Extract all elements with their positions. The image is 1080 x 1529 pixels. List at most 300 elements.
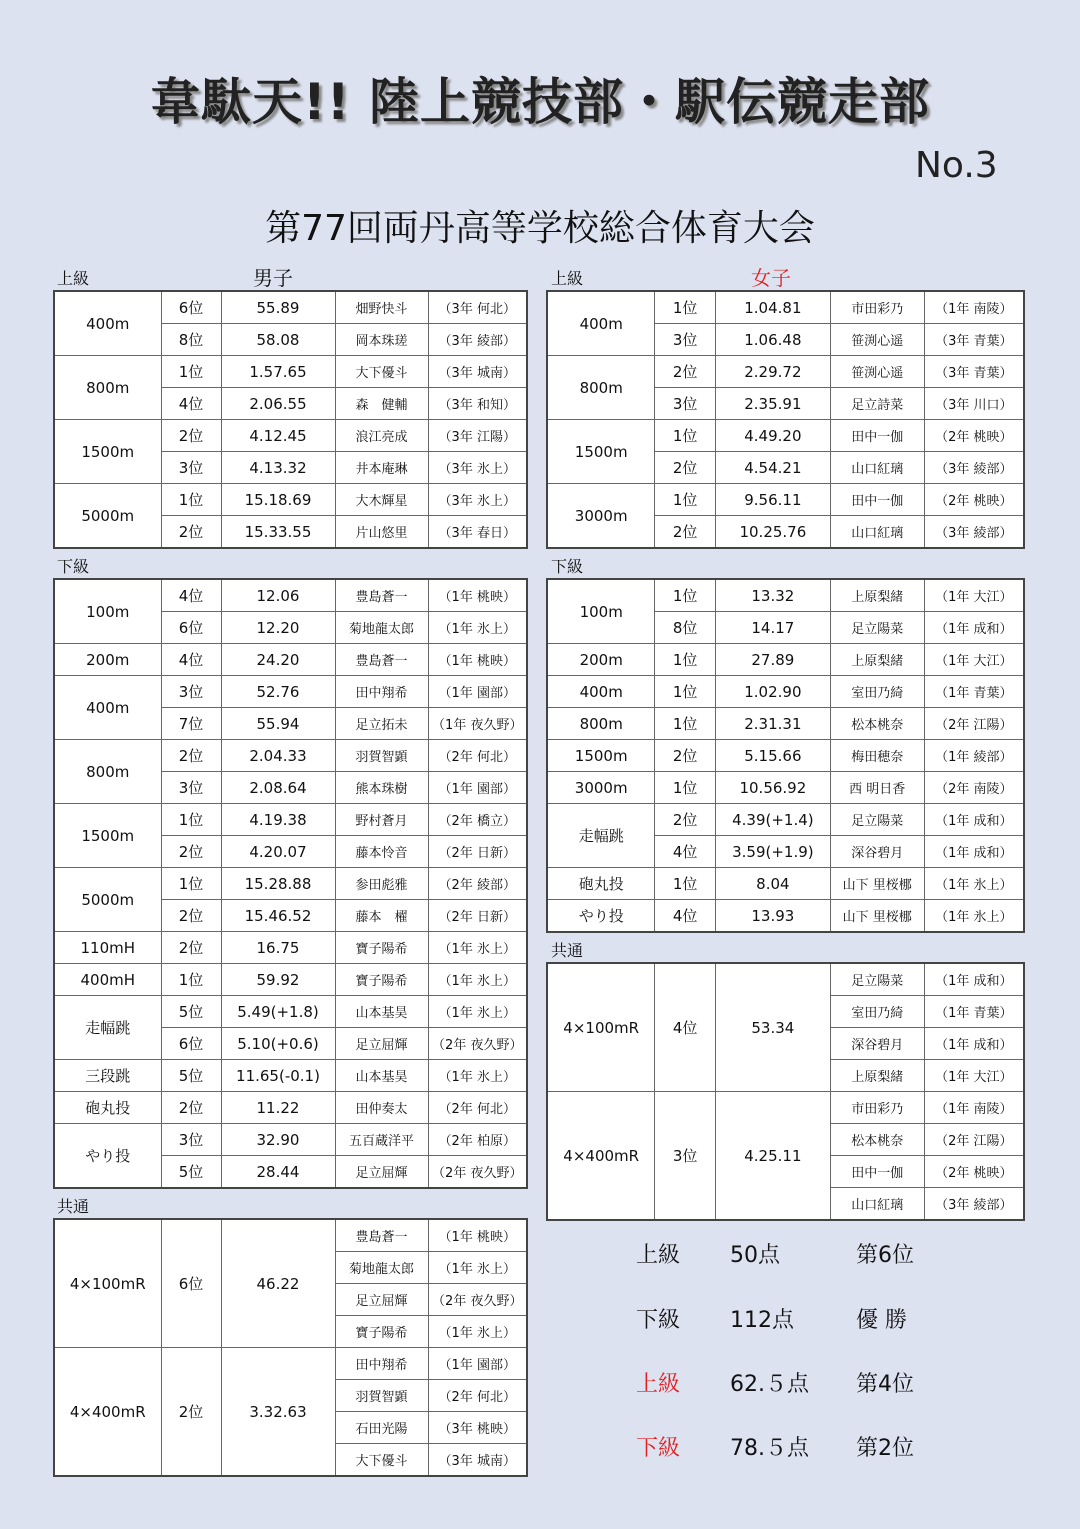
result-time: 4.39(+1.4)	[715, 804, 830, 836]
athlete-name: 上原梨緒	[830, 579, 924, 612]
athlete-school: （2年 桃映）	[924, 1156, 1024, 1188]
athlete-school: （3年 綾部）	[924, 452, 1024, 484]
rank: 2位	[161, 1092, 221, 1124]
event-name: 5000m	[54, 484, 161, 549]
result-time: 12.06	[221, 579, 335, 612]
athlete-name: 笹渕心遥	[830, 324, 924, 356]
table-row	[547, 963, 1024, 996]
result-time: 28.44	[221, 1156, 335, 1189]
athlete-school: （1年 氷上）	[428, 1316, 527, 1348]
athlete-school: （3年 春日）	[428, 516, 527, 549]
athlete-school: （2年 桃映）	[924, 420, 1024, 452]
rank: 3位	[161, 1124, 221, 1156]
rank: 1位	[655, 291, 716, 324]
athlete-school: （1年 南陵）	[924, 291, 1024, 324]
athlete-school: （1年 成和）	[924, 963, 1024, 996]
athlete-school: （3年 氷上）	[428, 452, 527, 484]
result-time: 10.25.76	[715, 516, 830, 549]
result-time: 15.18.69	[221, 484, 335, 516]
athlete-school: （2年 桃映）	[924, 484, 1024, 516]
page-title: 韋駄天!! 陸上競技部・駅伝競走部	[149, 73, 930, 131]
athlete-name: 菊地龍太郎	[335, 612, 428, 644]
table-row	[547, 1092, 1024, 1124]
athlete-name: 大木輝星	[335, 484, 428, 516]
rank: 6位	[161, 291, 221, 324]
result-time: 46.22	[221, 1219, 335, 1348]
athlete-school: （2年 夜久野）	[428, 1284, 527, 1316]
result-time: 8.04	[715, 868, 830, 900]
athlete-name: 豊島蒼一	[335, 1219, 428, 1252]
score-division: 下級	[636, 1436, 681, 1461]
result-time: 14.17	[715, 612, 830, 644]
event-name: 200m	[54, 644, 161, 676]
result-time: 55.94	[221, 708, 335, 740]
result-time: 15.28.88	[221, 868, 335, 900]
athlete-school: （1年 氷上）	[428, 996, 527, 1028]
athlete-name: 森 健輔	[335, 388, 428, 420]
rank: 3位	[161, 772, 221, 804]
athlete-school: （1年 南陵）	[924, 1092, 1024, 1124]
athlete-name: 上原梨緒	[830, 1060, 924, 1092]
male-upper-label: 上級	[57, 269, 90, 288]
rank: 3位	[161, 452, 221, 484]
result-time: 32.90	[221, 1124, 335, 1156]
athlete-name: 畑野快斗	[335, 291, 428, 324]
athlete-school: （1年 青葉）	[924, 996, 1024, 1028]
score-division: 上級	[636, 1243, 681, 1268]
result-time: 13.32	[715, 579, 830, 612]
athlete-school: （3年 城南）	[428, 1444, 527, 1477]
event-name: 800m	[547, 356, 655, 420]
table-row	[54, 868, 527, 900]
athlete-school: （1年 綾部）	[924, 740, 1024, 772]
rank: 2位	[161, 836, 221, 868]
rank: 2位	[655, 804, 716, 836]
rank: 6位	[161, 1028, 221, 1060]
athlete-name: 松本桃奈	[830, 1124, 924, 1156]
rank: 2位	[161, 516, 221, 549]
athlete-school: （3年 青葉）	[924, 324, 1024, 356]
athlete-name: 足立陽菜	[830, 804, 924, 836]
athlete-school: （3年 城南）	[428, 356, 527, 388]
rank: 4位	[655, 963, 716, 1092]
result-time: 4.13.32	[221, 452, 335, 484]
athlete-school: （1年 氷上）	[428, 1060, 527, 1092]
table-row	[54, 579, 527, 612]
result-time: 11.22	[221, 1092, 335, 1124]
table-row	[547, 868, 1024, 900]
event-name: 1500m	[54, 804, 161, 868]
rank: 2位	[655, 516, 716, 549]
athlete-name: 藤本怜音	[335, 836, 428, 868]
rank: 8位	[161, 324, 221, 356]
athlete-name: 五百蔵洋平	[335, 1124, 428, 1156]
event-name: 三段跳	[54, 1060, 161, 1092]
event-name: 1500m	[547, 740, 655, 772]
athlete-name: 羽賀智顕	[335, 740, 428, 772]
athlete-school: （1年 氷上）	[924, 868, 1024, 900]
result-time: 4.25.11	[715, 1092, 830, 1221]
event-name: 800m	[54, 740, 161, 804]
event-name: やり投	[547, 900, 655, 933]
score-points: 112点	[730, 1308, 794, 1333]
female-common-label: 共通	[551, 941, 584, 960]
table-row	[547, 900, 1024, 933]
table-row	[54, 1060, 527, 1092]
result-time: 53.34	[715, 963, 830, 1092]
event-name: 200m	[547, 644, 655, 676]
score-result: 第6位	[856, 1243, 914, 1268]
rank: 1位	[161, 868, 221, 900]
result-time: 58.08	[221, 324, 335, 356]
athlete-name: 松本桃奈	[830, 708, 924, 740]
athlete-name: 市田彩乃	[830, 291, 924, 324]
athlete-name: 山口紅璃	[830, 516, 924, 549]
rank: 3位	[161, 676, 221, 708]
event-name: 100m	[54, 579, 161, 644]
event-name: 400m	[54, 291, 161, 356]
athlete-name: 寶子陽希	[335, 964, 428, 996]
athlete-name: 田中一伽	[830, 420, 924, 452]
result-time: 11.65(-0.1)	[221, 1060, 335, 1092]
athlete-name: 田中一伽	[830, 1156, 924, 1188]
athlete-name: 足立屈輝	[335, 1156, 428, 1189]
table-row	[54, 644, 527, 676]
rank: 2位	[655, 740, 716, 772]
rank: 5位	[161, 996, 221, 1028]
athlete-school: （1年 大江）	[924, 579, 1024, 612]
athlete-name: 足立陽菜	[830, 612, 924, 644]
rank: 1位	[161, 964, 221, 996]
event-name: 1500m	[547, 420, 655, 484]
rank: 2位	[161, 900, 221, 932]
rank: 4位	[655, 900, 716, 933]
result-time: 27.89	[715, 644, 830, 676]
athlete-name: 井本庵琳	[335, 452, 428, 484]
athlete-school: （3年 和知）	[428, 388, 527, 420]
athlete-school: （2年 夜久野）	[428, 1028, 527, 1060]
athlete-name: 室田乃綺	[830, 996, 924, 1028]
athlete-school: （1年 夜久野）	[428, 708, 527, 740]
score-division: 上級	[636, 1372, 681, 1397]
rank: 1位	[161, 804, 221, 836]
result-time: 9.56.11	[715, 484, 830, 516]
athlete-school: （2年 江陽）	[924, 708, 1024, 740]
rank: 7位	[161, 708, 221, 740]
athlete-name: 足立拓未	[335, 708, 428, 740]
athlete-school: （3年 江陽）	[428, 420, 527, 452]
athlete-school: （1年 氷上）	[428, 1252, 527, 1284]
rank: 2位	[161, 932, 221, 964]
rank: 2位	[161, 740, 221, 772]
athlete-school: （1年 成和）	[924, 612, 1024, 644]
relay-event: 4×100mR	[54, 1219, 161, 1348]
table-row	[54, 1348, 527, 1380]
athlete-school: （3年 川口）	[924, 388, 1024, 420]
rank: 1位	[655, 484, 716, 516]
table-row	[54, 804, 527, 836]
rank: 5位	[161, 1156, 221, 1189]
table-row	[54, 291, 527, 324]
athlete-school: （2年 何北）	[428, 1092, 527, 1124]
score-division: 下級	[636, 1308, 681, 1333]
rank: 5位	[161, 1060, 221, 1092]
athlete-school: （1年 成和）	[924, 836, 1024, 868]
rank: 2位	[161, 1348, 221, 1477]
rank: 1位	[655, 868, 716, 900]
table-row	[547, 676, 1024, 708]
result-time: 2.35.91	[715, 388, 830, 420]
event-name: 1500m	[54, 420, 161, 484]
relay-event: 4×100mR	[547, 963, 655, 1092]
rank: 4位	[161, 579, 221, 612]
athlete-name: 田中翔希	[335, 1348, 428, 1380]
event-name: 400mH	[54, 964, 161, 996]
table-row	[547, 708, 1024, 740]
athlete-school: （1年 氷上）	[428, 612, 527, 644]
result-time: 15.46.52	[221, 900, 335, 932]
table-row	[547, 579, 1024, 612]
rank: 1位	[161, 356, 221, 388]
athlete-name: 上原梨緒	[830, 644, 924, 676]
score-points: 78.５点	[730, 1436, 809, 1461]
athlete-school: （3年 綾部）	[924, 516, 1024, 549]
result-time: 5.49(+1.8)	[221, 996, 335, 1028]
athlete-name: 山口紅璃	[830, 452, 924, 484]
rank: 6位	[161, 612, 221, 644]
athlete-school: （1年 氷上）	[428, 932, 527, 964]
event-name: 3000m	[547, 772, 655, 804]
table-row	[54, 1124, 527, 1156]
result-time: 5.10(+0.6)	[221, 1028, 335, 1060]
rank: 3位	[655, 1092, 716, 1221]
result-time: 1.06.48	[715, 324, 830, 356]
relay-event: 4×400mR	[54, 1348, 161, 1477]
table-row	[54, 740, 527, 772]
female-lower-label: 下級	[551, 557, 584, 576]
result-time: 55.89	[221, 291, 335, 324]
rank: 8位	[655, 612, 716, 644]
table-row	[54, 932, 527, 964]
rank: 2位	[655, 356, 716, 388]
male-relay-table	[53, 1218, 528, 1477]
result-time: 2.31.31	[715, 708, 830, 740]
female-heading: 女子	[751, 266, 791, 290]
athlete-name: 参田彪雅	[335, 868, 428, 900]
rank: 1位	[655, 420, 716, 452]
result-time: 2.06.55	[221, 388, 335, 420]
athlete-school: （3年 綾部）	[428, 324, 527, 356]
athlete-school: （1年 園部）	[428, 772, 527, 804]
issue-number: No.3	[915, 145, 998, 186]
athlete-name: 熊本珠樹	[335, 772, 428, 804]
result-time: 52.76	[221, 676, 335, 708]
event-name: 3000m	[547, 484, 655, 549]
table-row	[547, 772, 1024, 804]
rank: 1位	[655, 676, 716, 708]
rank: 3位	[655, 324, 716, 356]
athlete-name: 寶子陽希	[335, 932, 428, 964]
event-name: 走幅跳	[54, 996, 161, 1060]
athlete-name: 藤本 櫂	[335, 900, 428, 932]
result-time: 15.33.55	[221, 516, 335, 549]
result-time: 59.92	[221, 964, 335, 996]
athlete-name: 山口紅璃	[830, 1188, 924, 1221]
athlete-name: 豊島蒼一	[335, 644, 428, 676]
athlete-school: （1年 氷上）	[428, 964, 527, 996]
athlete-name: 西 明日香	[830, 772, 924, 804]
rank: 3位	[655, 388, 716, 420]
athlete-name: 山下 里桜梛	[830, 900, 924, 933]
athlete-name: 片山悠里	[335, 516, 428, 549]
athlete-name: 豊島蒼一	[335, 579, 428, 612]
result-time: 4.54.21	[715, 452, 830, 484]
athlete-name: 市田彩乃	[830, 1092, 924, 1124]
athlete-name: 岡本珠瑳	[335, 324, 428, 356]
rank: 4位	[161, 388, 221, 420]
event-name: 400m	[547, 291, 655, 356]
athlete-school: （1年 大江）	[924, 644, 1024, 676]
athlete-school: （1年 青葉）	[924, 676, 1024, 708]
event-name: 400m	[54, 676, 161, 740]
athlete-school: （1年 桃映）	[428, 1219, 527, 1252]
result-time: 4.20.07	[221, 836, 335, 868]
table-row	[547, 291, 1024, 324]
athlete-name: 足立屈輝	[335, 1028, 428, 1060]
athlete-name: 笹渕心遥	[830, 356, 924, 388]
result-time: 2.04.33	[221, 740, 335, 772]
result-time: 4.49.20	[715, 420, 830, 452]
athlete-name: 羽賀智顕	[335, 1380, 428, 1412]
rank: 1位	[655, 644, 716, 676]
event-name: やり投	[54, 1124, 161, 1189]
male-common-label: 共通	[57, 1197, 90, 1216]
athlete-name: 足立屈輝	[335, 1284, 428, 1316]
table-row	[54, 356, 527, 388]
athlete-name: 大下優斗	[335, 356, 428, 388]
table-row	[547, 644, 1024, 676]
athlete-school: （2年 何北）	[428, 1380, 527, 1412]
score-result: 第2位	[856, 1436, 914, 1461]
athlete-school: （3年 桃映）	[428, 1412, 527, 1444]
result-time: 13.93	[715, 900, 830, 933]
rank: 6位	[161, 1219, 221, 1348]
athlete-name: 室田乃綺	[830, 676, 924, 708]
event-name: 5000m	[54, 868, 161, 932]
athlete-school: （3年 綾部）	[924, 1188, 1024, 1221]
result-time: 12.20	[221, 612, 335, 644]
athlete-name: 浪江亮成	[335, 420, 428, 452]
result-time: 1.04.81	[715, 291, 830, 324]
rank: 1位	[655, 772, 716, 804]
score-points: 62.５点	[730, 1372, 809, 1397]
table-row	[54, 420, 527, 452]
athlete-name: 田中翔希	[335, 676, 428, 708]
athlete-school: （2年 柏原）	[428, 1124, 527, 1156]
athlete-school: （2年 綾部）	[428, 868, 527, 900]
athlete-name: 山下 里桜梛	[830, 868, 924, 900]
result-time: 10.56.92	[715, 772, 830, 804]
athlete-name: 深谷碧月	[830, 1028, 924, 1060]
rank: 1位	[161, 484, 221, 516]
athlete-school: （1年 氷上）	[924, 900, 1024, 933]
rank: 1位	[655, 579, 716, 612]
score-result: 優 勝	[856, 1308, 907, 1333]
athlete-school: （3年 何北）	[428, 291, 527, 324]
male-lower-table	[53, 578, 528, 1189]
table-row	[54, 1092, 527, 1124]
athlete-school: （2年 南陵）	[924, 772, 1024, 804]
table-row	[54, 1219, 527, 1252]
result-time: 4.12.45	[221, 420, 335, 452]
athlete-school: （2年 江陽）	[924, 1124, 1024, 1156]
rank: 4位	[161, 644, 221, 676]
table-row	[547, 420, 1024, 452]
result-time: 24.20	[221, 644, 335, 676]
score-result: 第4位	[856, 1372, 914, 1397]
athlete-school: （1年 成和）	[924, 1028, 1024, 1060]
athlete-school: （1年 大江）	[924, 1060, 1024, 1092]
athlete-school: （3年 青葉）	[924, 356, 1024, 388]
athlete-name: 山本基昊	[335, 996, 428, 1028]
result-time: 16.75	[221, 932, 335, 964]
female-lower-table	[546, 578, 1025, 933]
athlete-school: （2年 夜久野）	[428, 1156, 527, 1189]
event-name: 100m	[547, 579, 655, 644]
male-lower-label: 下級	[57, 557, 90, 576]
athlete-school: （1年 園部）	[428, 1348, 527, 1380]
meet-title: 第77回両丹高等学校総合体育大会	[265, 208, 815, 249]
event-name: 砲丸投	[54, 1092, 161, 1124]
athlete-name: 田仲奏太	[335, 1092, 428, 1124]
result-time: 4.19.38	[221, 804, 335, 836]
rank: 4位	[655, 836, 716, 868]
athlete-school: （1年 桃映）	[428, 579, 527, 612]
result-time: 2.29.72	[715, 356, 830, 388]
athlete-school: （1年 成和）	[924, 804, 1024, 836]
athlete-school: （2年 日新）	[428, 900, 527, 932]
athlete-name: 野村蒼月	[335, 804, 428, 836]
athlete-name: 足立詩菜	[830, 388, 924, 420]
athlete-school: （2年 橋立）	[428, 804, 527, 836]
event-name: 800m	[54, 356, 161, 420]
result-time: 3.32.63	[221, 1348, 335, 1477]
relay-event: 4×400mR	[547, 1092, 655, 1221]
athlete-school: （2年 日新）	[428, 836, 527, 868]
athlete-school: （1年 桃映）	[428, 644, 527, 676]
result-time: 2.08.64	[221, 772, 335, 804]
event-name: 砲丸投	[547, 868, 655, 900]
athlete-name: 梅田穂奈	[830, 740, 924, 772]
female-relay-table	[546, 962, 1025, 1221]
result-time: 5.15.66	[715, 740, 830, 772]
athlete-name: 寶子陽希	[335, 1316, 428, 1348]
athlete-name: 菊地龍太郎	[335, 1252, 428, 1284]
event-name: 走幅跳	[547, 804, 655, 868]
athlete-name: 足立陽菜	[830, 963, 924, 996]
score-points: 50点	[730, 1243, 780, 1268]
table-row	[547, 356, 1024, 388]
rank: 1位	[655, 708, 716, 740]
event-name: 110mH	[54, 932, 161, 964]
event-name: 400m	[547, 676, 655, 708]
athlete-name: 深谷碧月	[830, 836, 924, 868]
event-name: 800m	[547, 708, 655, 740]
athlete-school: （3年 氷上）	[428, 484, 527, 516]
result-time: 3.59(+1.9)	[715, 836, 830, 868]
male-upper-table	[53, 290, 528, 549]
athlete-name: 田中一伽	[830, 484, 924, 516]
